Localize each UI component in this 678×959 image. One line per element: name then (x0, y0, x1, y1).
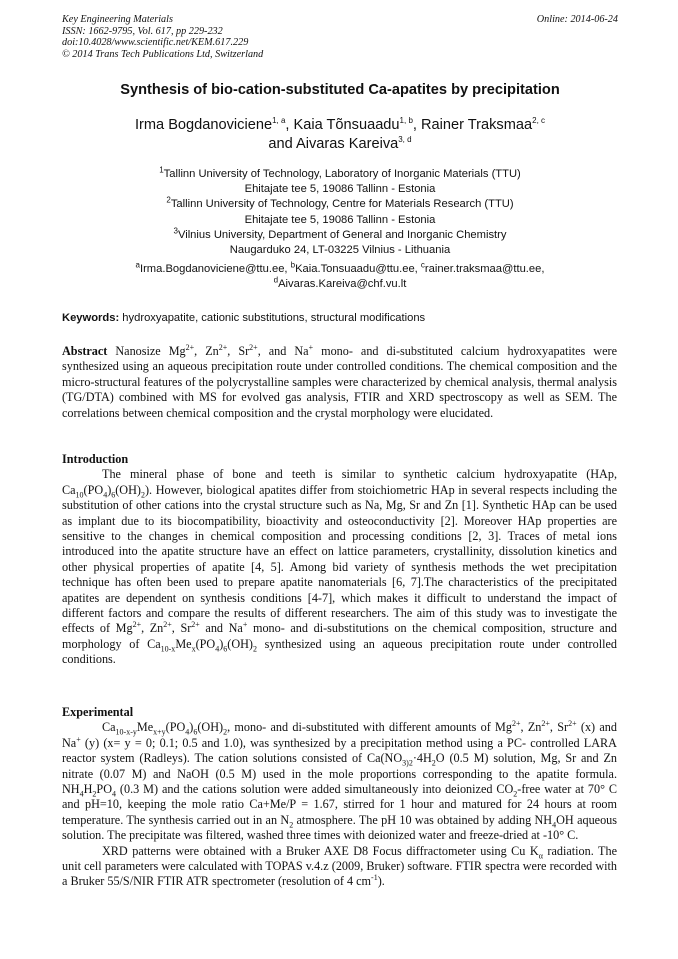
introduction-paragraph: The mineral phase of bone and teeth is similar to synthetic calcium hydroxyapatite (HAp, $Ca_{10}(PO_4)_6(OH)_2$). However, biological apatites differ from stoichiometric HAp in several respects including the substitution of other cations into the crystal structure such as Na, Mg, Sr and Zn [1]. Synthetic HAp can be used as implant due to its biocompatibility, bioactivity and osteoconductivity [2]. Moreover HAp properties are sensitive to the changes in chemical composition and processing conditions [2, 3]. Traces of metal ions introduced into the apatite structure have an effect on lattice parameters, crystallinity, dissolution kinetics and other physical properties of apatite [4, 5]. Among bid variety of synthesis methods the wet precipitation technique has often been used to prepare apatite nanomaterials [6, 7].The characteristics of the precipitated apatites are dependent on synthesis conditions [4-7], which makes it difficult to understand the impact of different factors and compare the results of different researchers. The aim of this study was to investigate the effects of $Mg^{2+}$, $Zn^{2+}$, $Sr^{2+}$ and Na+ mono- and di-substitutions on the chemical composition, structure and morphology of $Ca_{10-x}Me_x(PO_4)_6(OH)_2$ synthesized using an aqueous precipitation route under controlled conditions. (62, 467, 618, 667)
affiliation-name: Tallinn University of Technology, Centre for Materials Research (TTU) (170, 198, 514, 211)
affiliation (60, 228, 620, 243)
experimental-paragraph: XRD patterns were obtained with a Bruker AXE D8 Focus diffractometer using Cu $K_\alpha$ radiation. The unit cell parameters were calculated with TOPAS v.4.z (2009, Bruker) software. FTIR spectra were recorded with a Bruker 55/S/NIR FTIR ATR spectrometer (resolution of 4 $cm^{-1}$). (62, 843, 617, 889)
affiliation-address: Ehitajate tee 5, 19086 Tallinn - Estonia (244, 213, 436, 226)
affiliation (60, 197, 620, 212)
author-name: Kaia Tõnsuaadu (293, 117, 400, 133)
author-affiliation-mark: 3, d (398, 135, 412, 145)
experimental-section (62, 705, 617, 890)
author-list: Irma Bogdanoviciene$^{1, a}$, Kaia Tõnsuaadu$^{1, b}$, Rainer Traksmaa$^{2, c}$ and Aivaras Kareiva$^{3, d}$ (134, 116, 546, 152)
abstract-label: Abstract (62, 344, 108, 358)
email-link[interactable]: rainer.traksmaa@ttu.ee, (424, 263, 545, 275)
affiliation-name: Tallinn University of Technology, Laboratory of Inorganic Materials (TTU) (163, 168, 521, 180)
affiliation (60, 167, 620, 182)
affiliation-address: Ehitajate tee 5, 19086 Tallinn - Estonia (244, 183, 436, 196)
author-name: Irma Bogdanoviciene (134, 117, 273, 133)
journal-header (62, 14, 618, 60)
author-affiliation-mark: 1, b (399, 116, 413, 126)
affiliation-list (60, 167, 620, 258)
author-conjunction: and (268, 136, 293, 152)
online-date: Online: 2014-06-24 (536, 14, 618, 25)
affiliation-mark: 2 (166, 195, 171, 205)
keywords-text: hydroxyapatite, cationic substitutions, structural modifications (119, 312, 426, 324)
section-heading: Introduction (62, 452, 129, 466)
author-name: Aivaras Kareiva (296, 136, 399, 152)
author-name: Rainer Traksmaa (421, 117, 533, 133)
keywords (62, 312, 618, 324)
paper-title: Synthesis of bio-cation-substituted Ca-apatites by precipitation (120, 82, 560, 98)
author-affiliation-mark: 1, a (272, 116, 286, 126)
introduction-section (62, 452, 617, 668)
email-list: $^a$Irma.Bogdanoviciene@ttu.ee, $^b$Kaia.Tonsuaadu@ttu.ee, $^c$rainer.traksmaa@ttu.ee, $^d$Aivaras.Kareiva@chf.vu.lt (135, 260, 545, 290)
copyright-line: © 2014 Trans Tech Publications Ltd, Switzerland (62, 48, 264, 60)
affiliation-mark: 1 (159, 165, 164, 175)
doi-line: doi:10.4028/www.scientific.net/KEM.617.229 (62, 37, 249, 48)
affiliation-address: Naugarduko 24, LT-03225 Vilnius - Lithuania (229, 244, 451, 257)
affiliation-name: Vilnius University, Department of General and Inorganic Chemistry (177, 228, 507, 241)
journal-name: Key Engineering Materials (62, 14, 173, 25)
experimental-paragraph: $Ca_{10-x-y}Me_{x+y}(PO_4)_6(OH)_2$, mono- and di-substituted with different amounts of $Mg^{2+}$, $Zn^{2+}$, $Sr^{2+}$ (x) and Na+ (y) (x= y = 0; 0.1; 0.5 and 1.0), was synthesized by a precipitation method using a PC- controlled LARA reactor system (Radleys). The cation solutions consisted of $Ca(NO_{3)2}\cdot 4H_2O$ (0.5 M) solution, Mg, Sr and Zn nitrate (0.07 M) and NaOH (0.5 M) used in the mole proportions corresponding to the apatite formula. $NH_4H_2PO_4$ (0.3 M) and the cations solution were added simultaneously into deionized $CO_2$-free water at 70° C and pH=10, keeping the mole ratio Ca+Me/P = 1.67, stirred for 1 hour and matured for 24 hours at room temperature. The synthesis carried out in an $N_2$ atmosphere. The pH 10 was obtained by adding $NH_4OH$ aqueous solution. The precipitate was filtered, washed three times with deionized water and freeze-dried at -10° C. (62, 719, 618, 843)
email-link[interactable]: Kaia.Tonsuaadu@ttu.ee, (295, 263, 418, 275)
abstract-paragraph: Abstract Nanosize $Mg^{2+}$, $Zn^{2+}$, $Sr^{2+}$, and Na+ mono- and di-substituted calcium hydroxyapatites were synthesized using an aqueous precipitation route under controlled conditions. The chemical composition and the micro-structural features of the polycrystalline samples were characterized by chemical analysis, thermal analysis (TG/DTA) combined with MS for evolved gas analysis, FTIR and XRD spectroscopy as well as SEM. The correlations between chemical composition and the crystal morphology were elucidated. (62, 342, 617, 420)
affiliation-mark: 3 (173, 226, 178, 236)
issn-line: ISSN: 1662-9795, Vol. 617, pp 229-232 (62, 25, 223, 37)
email-link[interactable]: Irma.Bogdanoviciene@ttu.ee, (139, 263, 288, 275)
email-link[interactable]: Aivaras.Kareiva@chf.vu.lt (278, 277, 407, 290)
keywords-label: Keywords: (62, 312, 120, 324)
section-heading: Experimental (62, 705, 134, 719)
author-affiliation-mark: 2, c (532, 116, 546, 126)
